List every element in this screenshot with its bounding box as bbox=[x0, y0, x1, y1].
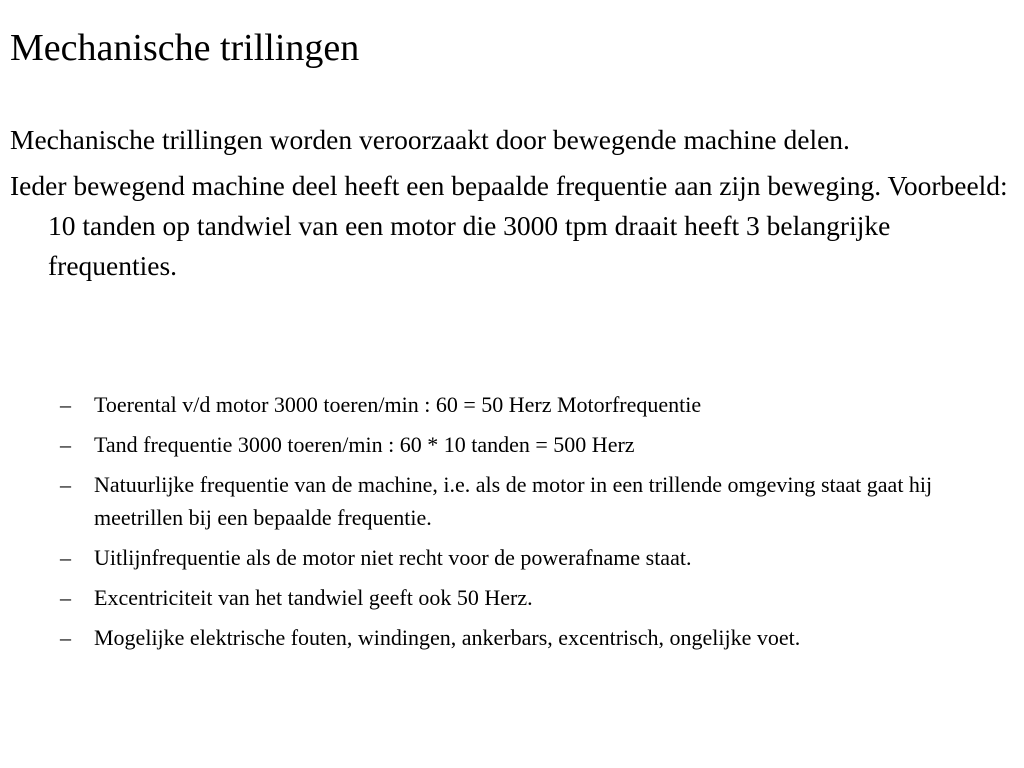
paragraph-2: Ieder bewegend machine deel heeft een bepaalde frequentie aan zijn beweging. Voorbeeld: 10 tanden op tandwiel van een motor die 3000 tpm draait heeft 3 belangrijke frequenties. bbox=[10, 170, 1008, 281]
bullet-item bbox=[10, 468, 1014, 534]
bullet-item bbox=[10, 541, 1014, 574]
slide-title: Mechanische trillingen bbox=[10, 27, 360, 69]
bullet-text: Tand frequentie 3000 toeren/min : 60 * 10 tanden = 500 Herz bbox=[94, 432, 635, 457]
bullet-list bbox=[10, 388, 1014, 661]
dash-marker: – bbox=[60, 472, 71, 497]
bullet-text: Natuurlijke frequentie van de machine, i.e. als de motor in een trillende omgeving staat gaat hij meetrillen bij een bepaalde frequentie. bbox=[94, 472, 933, 530]
bullet-item bbox=[10, 388, 1014, 421]
bullet-text: Toerental v/d motor 3000 toeren/min : 60 = 50 Herz Motorfrequentie bbox=[94, 392, 702, 417]
bullet-text: Excentriciteit van het tandwiel geeft ook 50 Herz. bbox=[94, 585, 533, 610]
bullet-item bbox=[10, 621, 1014, 654]
dash-marker: – bbox=[60, 585, 71, 610]
dash-marker: – bbox=[60, 625, 71, 650]
paragraph-1: Mechanische trillingen worden veroorzaakt door bewegende machine delen. bbox=[10, 124, 850, 155]
dash-marker: – bbox=[60, 545, 71, 570]
bullet-text: Uitlijnfrequentie als de motor niet recht voor de powerafname staat. bbox=[94, 545, 692, 570]
bullet-item bbox=[10, 428, 1014, 461]
dash-marker: – bbox=[60, 392, 71, 417]
dash-marker: – bbox=[60, 432, 71, 457]
bullet-item bbox=[10, 581, 1014, 614]
bullet-text: Mogelijke elektrische fouten, windingen, ankerbars, excentrisch, ongelijke voet. bbox=[94, 625, 801, 650]
slide-body bbox=[10, 120, 1014, 650]
